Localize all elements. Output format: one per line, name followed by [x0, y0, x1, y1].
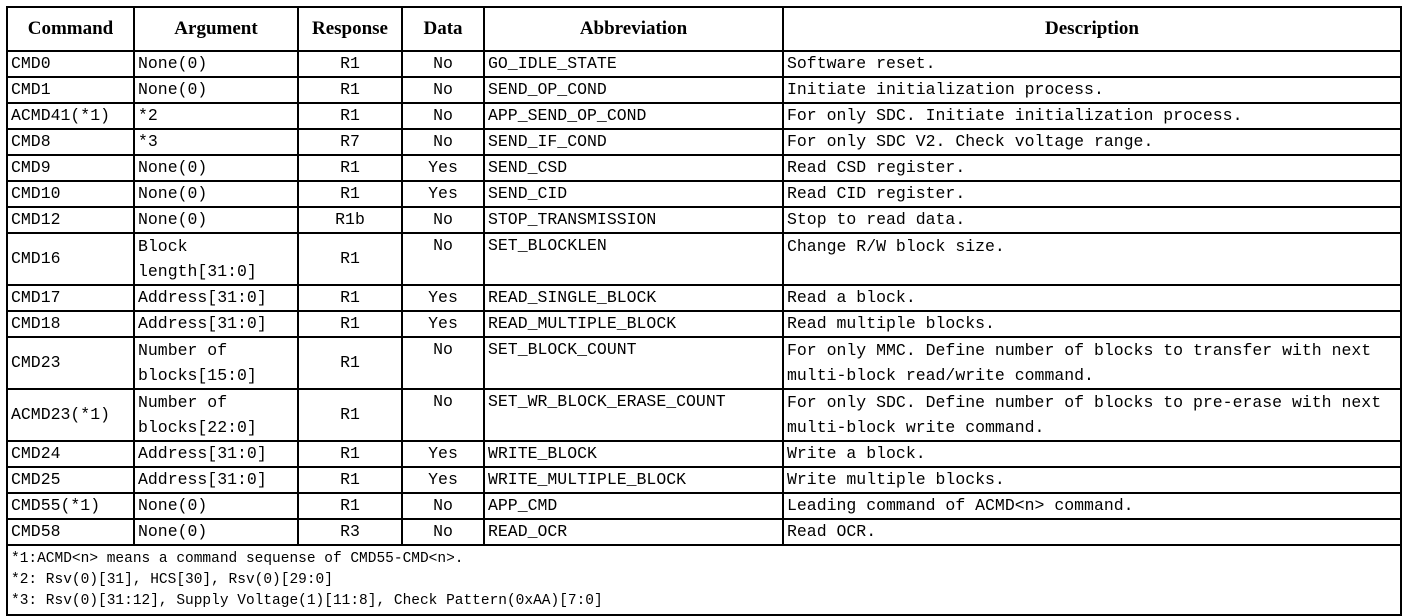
argument-cell: None(0)	[134, 155, 298, 181]
response-cell: R1	[298, 467, 402, 493]
command-cell: CMD1	[7, 77, 134, 103]
argument-cell: *2	[134, 103, 298, 129]
response-cell: R1	[298, 389, 402, 441]
description-cell: Read CID register.	[783, 181, 1401, 207]
response-cell: R1	[298, 493, 402, 519]
data-cell: No	[402, 337, 484, 389]
response-cell: R1	[298, 233, 402, 285]
description-cell: Write a block.	[783, 441, 1401, 467]
data-cell: No	[402, 493, 484, 519]
argument-cell: Address[31:0]	[134, 441, 298, 467]
response-cell: R1b	[298, 207, 402, 233]
description-cell: Read CSD register.	[783, 155, 1401, 181]
footnotes-cell	[7, 545, 1401, 615]
description-cell: Read a block.	[783, 285, 1401, 311]
command-cell: CMD25	[7, 467, 134, 493]
description-cell: Read OCR.	[783, 519, 1401, 545]
data-cell: Yes	[402, 285, 484, 311]
abbreviation-cell: APP_SEND_OP_COND	[484, 103, 783, 129]
response-cell: R3	[298, 519, 402, 545]
description-cell: Change R/W block size.	[783, 233, 1401, 285]
table-row	[7, 103, 1401, 129]
table-row	[7, 181, 1401, 207]
response-cell: R1	[298, 103, 402, 129]
response-cell: R1	[298, 311, 402, 337]
data-cell: Yes	[402, 311, 484, 337]
command-cell: CMD24	[7, 441, 134, 467]
table-row	[7, 493, 1401, 519]
footnote-3: *3: Rsv(0)[31:12], Supply Voltage(1)[11:8], Check Pattern(0xAA)[7:0]	[11, 593, 603, 609]
header-abbreviation: Abbreviation	[484, 7, 783, 51]
table-row	[7, 77, 1401, 103]
abbreviation-cell: WRITE_MULTIPLE_BLOCK	[484, 467, 783, 493]
response-cell: R1	[298, 337, 402, 389]
table-row	[7, 129, 1401, 155]
argument-cell: None(0)	[134, 207, 298, 233]
argument-cell: Number of blocks[15:0]	[134, 337, 298, 389]
command-cell: CMD8	[7, 129, 134, 155]
response-cell: R1	[298, 285, 402, 311]
table-row	[7, 311, 1401, 337]
description-cell: For only SDC. Define number of blocks to pre-erase with next multi-block write command.	[783, 389, 1401, 441]
table-row	[7, 155, 1401, 181]
data-cell: Yes	[402, 155, 484, 181]
sd-command-table-container	[6, 6, 1400, 616]
data-cell: Yes	[402, 467, 484, 493]
abbreviation-cell: SEND_OP_COND	[484, 77, 783, 103]
argument-cell: Block length[31:0]	[134, 233, 298, 285]
command-cell: CMD23	[7, 337, 134, 389]
table-row	[7, 51, 1401, 77]
table-row	[7, 467, 1401, 493]
abbreviation-cell: READ_SINGLE_BLOCK	[484, 285, 783, 311]
table-row	[7, 285, 1401, 311]
table-row	[7, 337, 1401, 389]
abbreviation-cell: SEND_CSD	[484, 155, 783, 181]
table-body	[7, 51, 1401, 545]
description-cell: For only MMC. Define number of blocks to transfer with next multi-block read/write command.	[783, 337, 1401, 389]
header-description: Description	[783, 7, 1401, 51]
data-cell: Yes	[402, 181, 484, 207]
command-cell: ACMD41(*1)	[7, 103, 134, 129]
response-cell: R1	[298, 51, 402, 77]
command-cell: CMD0	[7, 51, 134, 77]
data-cell: No	[402, 233, 484, 285]
header-argument: Argument	[134, 7, 298, 51]
header-row	[7, 7, 1401, 51]
abbreviation-cell: SET_BLOCKLEN	[484, 233, 783, 285]
abbreviation-cell: GO_IDLE_STATE	[484, 51, 783, 77]
command-cell: ACMD23(*1)	[7, 389, 134, 441]
abbreviation-cell: SEND_CID	[484, 181, 783, 207]
abbreviation-cell: SET_BLOCK_COUNT	[484, 337, 783, 389]
data-cell: No	[402, 389, 484, 441]
argument-cell: None(0)	[134, 519, 298, 545]
footnote-2: *2: Rsv(0)[31], HCS[30], Rsv(0)[29:0]	[11, 572, 333, 588]
argument-cell: Address[31:0]	[134, 285, 298, 311]
command-cell: CMD58	[7, 519, 134, 545]
description-cell: Stop to read data.	[783, 207, 1401, 233]
argument-cell: None(0)	[134, 51, 298, 77]
abbreviation-cell: READ_MULTIPLE_BLOCK	[484, 311, 783, 337]
data-cell: No	[402, 103, 484, 129]
table-row	[7, 233, 1401, 285]
data-cell: No	[402, 51, 484, 77]
table-row	[7, 389, 1401, 441]
data-cell: Yes	[402, 441, 484, 467]
command-cell: CMD17	[7, 285, 134, 311]
command-cell: CMD10	[7, 181, 134, 207]
header-command: Command	[7, 7, 134, 51]
table-row	[7, 207, 1401, 233]
data-cell: No	[402, 77, 484, 103]
response-cell: R1	[298, 155, 402, 181]
abbreviation-cell: APP_CMD	[484, 493, 783, 519]
command-cell: CMD18	[7, 311, 134, 337]
argument-cell: None(0)	[134, 181, 298, 207]
footnotes-row	[7, 545, 1401, 615]
description-cell: For only SDC. Initiate initialization process.	[783, 103, 1401, 129]
description-cell: Write multiple blocks.	[783, 467, 1401, 493]
description-cell: For only SDC V2. Check voltage range.	[783, 129, 1401, 155]
header-response: Response	[298, 7, 402, 51]
footnote-1: *1:ACMD<n> means a command sequense of CMD55-CMD<n>.	[11, 551, 464, 567]
argument-cell: None(0)	[134, 77, 298, 103]
abbreviation-cell: STOP_TRANSMISSION	[484, 207, 783, 233]
sd-command-table	[6, 6, 1402, 616]
argument-cell: None(0)	[134, 493, 298, 519]
data-cell: No	[402, 207, 484, 233]
response-cell: R1	[298, 181, 402, 207]
abbreviation-cell: WRITE_BLOCK	[484, 441, 783, 467]
abbreviation-cell: SEND_IF_COND	[484, 129, 783, 155]
table-row	[7, 519, 1401, 545]
argument-cell: Number of blocks[22:0]	[134, 389, 298, 441]
description-cell: Read multiple blocks.	[783, 311, 1401, 337]
response-cell: R1	[298, 441, 402, 467]
abbreviation-cell: SET_WR_BLOCK_ERASE_COUNT	[484, 389, 783, 441]
data-cell: No	[402, 519, 484, 545]
abbreviation-cell: READ_OCR	[484, 519, 783, 545]
header-data: Data	[402, 7, 484, 51]
argument-cell: Address[31:0]	[134, 311, 298, 337]
argument-cell: *3	[134, 129, 298, 155]
response-cell: R1	[298, 77, 402, 103]
command-cell: CMD16	[7, 233, 134, 285]
description-cell: Leading command of ACMD<n> command.	[783, 493, 1401, 519]
response-cell: R7	[298, 129, 402, 155]
argument-cell: Address[31:0]	[134, 467, 298, 493]
description-cell: Software reset.	[783, 51, 1401, 77]
description-cell: Initiate initialization process.	[783, 77, 1401, 103]
command-cell: CMD9	[7, 155, 134, 181]
table-row	[7, 441, 1401, 467]
data-cell: No	[402, 129, 484, 155]
command-cell: CMD55(*1)	[7, 493, 134, 519]
command-cell: CMD12	[7, 207, 134, 233]
